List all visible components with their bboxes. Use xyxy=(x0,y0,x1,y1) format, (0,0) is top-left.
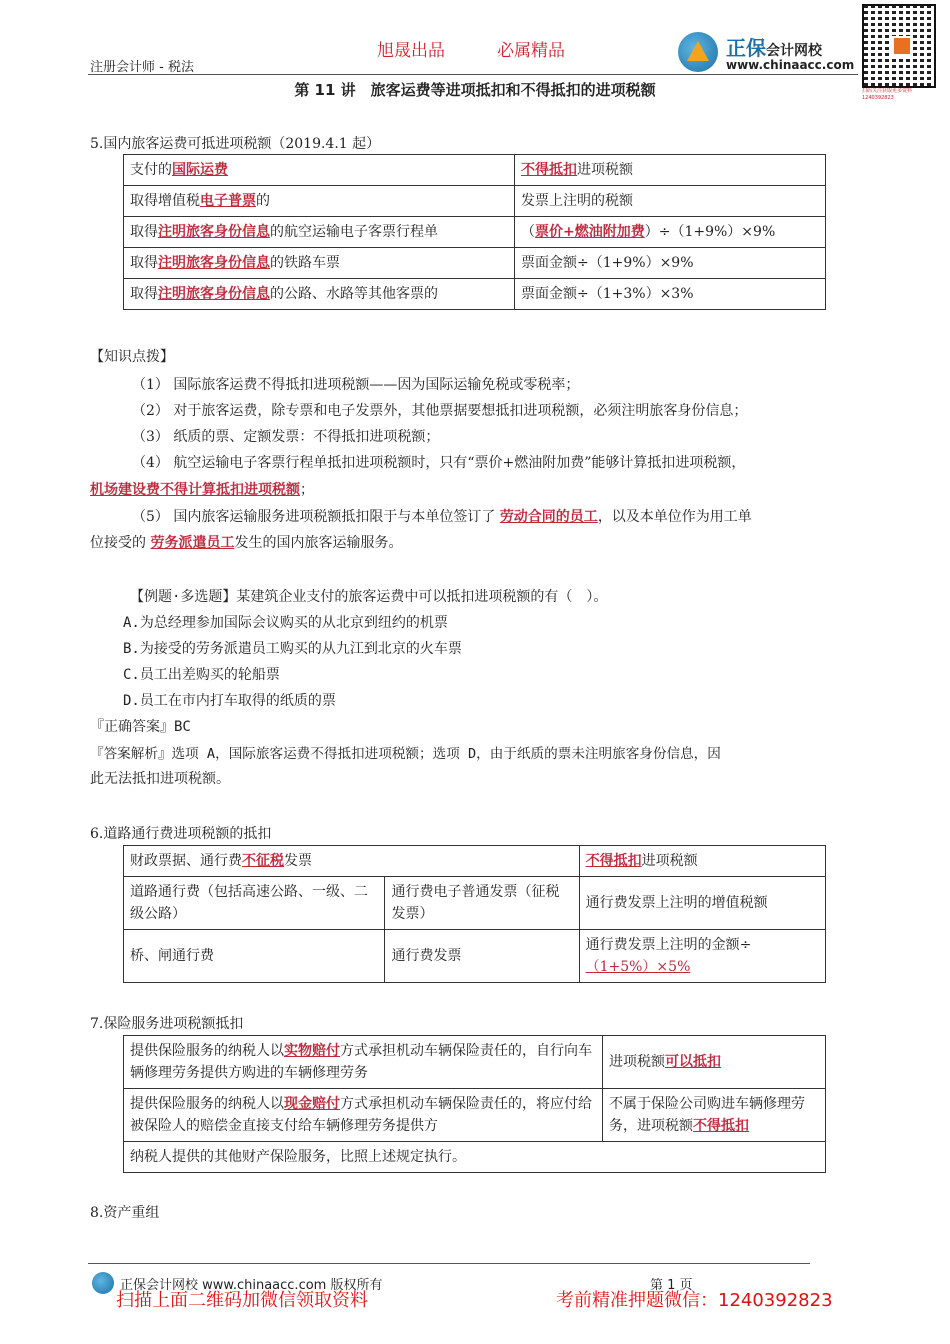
table-row xyxy=(124,186,826,217)
tip-4-key: 机场建设费不得计算抵扣进项税额； xyxy=(90,482,314,498)
footer-logo-icon xyxy=(92,1272,114,1294)
table-cell: 取得增值税电子普票的 xyxy=(124,186,515,217)
slogan-2: 必属精品 xyxy=(497,41,565,61)
example-option-d: D.员工在市内打车取得的纸质的票 xyxy=(123,693,336,709)
table-cell: 发票上注明的税额 xyxy=(515,186,826,217)
table-row xyxy=(124,279,826,310)
logo-url: www.chinaacc.com xyxy=(726,58,855,72)
table-row xyxy=(124,930,826,983)
table-cell: 通行费发票上注明的增值税额 xyxy=(579,877,825,930)
table-cell: 通行费发票 xyxy=(385,930,579,983)
table-cell: 桥、闸通行费 xyxy=(124,930,385,983)
logo-name: 正保会计网校 xyxy=(726,36,822,60)
tip-1: （1） 国际旅客运费不得抵扣进项税额——因为国际运输免税或零税率； xyxy=(132,377,580,393)
toll-table xyxy=(123,845,826,983)
header-divider xyxy=(88,74,858,75)
table-cell: 提供保险服务的纳税人以实物赔付方式承担机动车辆保险责任的，自行向车辆修理劳务提供方购进的车辆修理劳务 xyxy=(124,1036,603,1089)
table-cell: 财政票据、通行费不征税发票 xyxy=(124,846,580,877)
table-cell: 通行费发票上注明的金额÷ （1+5%）×5% xyxy=(579,930,825,983)
tip-5-line2: 位接受的 劳务派遣员工发生的国内旅客运输服务。 xyxy=(90,535,403,551)
table-cell: 通行费电子普通发票（征税发票） xyxy=(385,877,579,930)
table-cell: 提供保险服务的纳税人以现金赔付方式承担机动车辆保险责任的，将应付给被保险人的赔偿金直接支付给车辆修理劳务提供方 xyxy=(124,1089,603,1142)
qr-note: 扫码关注获取更多资料 1240392823 xyxy=(862,88,913,101)
table-cell: 纳税人提供的其他财产保险服务，比照上述规定执行。 xyxy=(124,1142,826,1173)
table-row xyxy=(124,217,826,248)
footer-divider xyxy=(88,1263,810,1264)
example-question: 【例题·多选题】某建筑企业支付的旅客运费中可以抵扣进项税额的有（ ）。 xyxy=(130,589,608,605)
example-analysis-2: 此无法抵扣进项税额。 xyxy=(90,771,230,787)
table-cell: 票面金额÷（1+3%）×3% xyxy=(515,279,826,310)
table-cell: 取得注明旅客身份信息的铁路车票 xyxy=(124,248,515,279)
section-7-heading: 7.保险服务进项税额抵扣 xyxy=(90,1016,244,1032)
tip-4: （4） 航空运输电子客票行程单抵扣进项税额时，只有“票价+燃油附加费”能够计算抵扣进项税额， xyxy=(132,455,746,471)
slogan-1: 旭晟出品 xyxy=(377,41,445,61)
section-8-heading: 8.资产重组 xyxy=(90,1205,160,1221)
footer-promo-right: 考前精准押题微信：1240392823 xyxy=(556,1290,833,1311)
tip-2: （2） 对于旅客运费，除专票和电子发票外，其他票据要想抵扣进项税额，必须注明旅客身份信息； xyxy=(132,403,748,419)
table-cell: 支付的国际运费 xyxy=(124,155,515,186)
tips-heading: 【知识点拨】 xyxy=(90,349,174,365)
page-number: 第 1 页 xyxy=(650,1278,693,1293)
table-row xyxy=(124,248,826,279)
footer-copyright: 正保会计网校 www.chinaacc.com 版权所有 xyxy=(120,1278,383,1293)
example-option-a: A.为总经理参加国际会议购买的从北京到纽约的机票 xyxy=(123,615,448,631)
page-title: 第 11 讲 旅客运费等进项抵扣和不得抵扣的进项税额 xyxy=(294,81,656,99)
table-row xyxy=(124,1142,826,1173)
table-cell: 不得抵扣进项税额 xyxy=(515,155,826,186)
table-row xyxy=(124,877,826,930)
table-row xyxy=(124,1089,826,1142)
chinaacc-logo[interactable] xyxy=(678,30,860,76)
travel-fare-table xyxy=(123,154,826,310)
table-cell: （票价+燃油附加费）÷（1+9%）×9% xyxy=(515,217,826,248)
table-cell: 取得注明旅客身份信息的航空运输电子客票行程单 xyxy=(124,217,515,248)
table-cell: 不属于保险公司购进车辆修理劳务，进项税额不得抵扣 xyxy=(603,1089,826,1142)
tip-3: （3） 纸质的票、定额发票：不得抵扣进项税额； xyxy=(132,429,440,445)
table-cell: 取得注明旅客身份信息的公路、水路等其他客票的 xyxy=(124,279,515,310)
example-option-b: B.为接受的劳务派遣员工购买的从九江到北京的火车票 xyxy=(123,641,462,657)
insurance-table xyxy=(123,1035,826,1173)
example-option-c: C.员工出差购买的轮船票 xyxy=(123,667,280,683)
example-analysis-1: 『答案解析』选项 A，国际旅客运费不得抵扣进项税额；选项 D，由于纸质的票未注明旅客身份信息，因 xyxy=(90,746,721,762)
logo-emblem-icon xyxy=(678,32,718,72)
tip-5: （5） 国内旅客运输服务进项税额抵扣限于与本单位签订了 劳动合同的员工，以及本单位作为用工单 xyxy=(132,509,752,525)
footer-promo-left: 扫描上面二维码加微信领取资料 xyxy=(116,1290,368,1311)
section-6-heading: 6.道路通行费进项税额的抵扣 xyxy=(90,826,272,842)
section-5-heading: 5.国内旅客运费可抵进项税额（2019.4.1 起） xyxy=(90,136,381,152)
table-row xyxy=(124,1036,826,1089)
header-course-title: 注册会计师 - 税法 xyxy=(90,60,194,75)
table-row xyxy=(124,155,826,186)
table-cell: 进项税额可以抵扣 xyxy=(603,1036,826,1089)
table-cell: 不得抵扣进项税额 xyxy=(579,846,825,877)
table-row xyxy=(124,846,826,877)
table-cell: 票面金额÷（1+9%）×9% xyxy=(515,248,826,279)
example-answer: 『正确答案』BC xyxy=(90,719,191,735)
table-cell: 道路通行费（包括高速公路、一级、二级公路） xyxy=(124,877,385,930)
qr-code-icon[interactable] xyxy=(862,4,936,88)
